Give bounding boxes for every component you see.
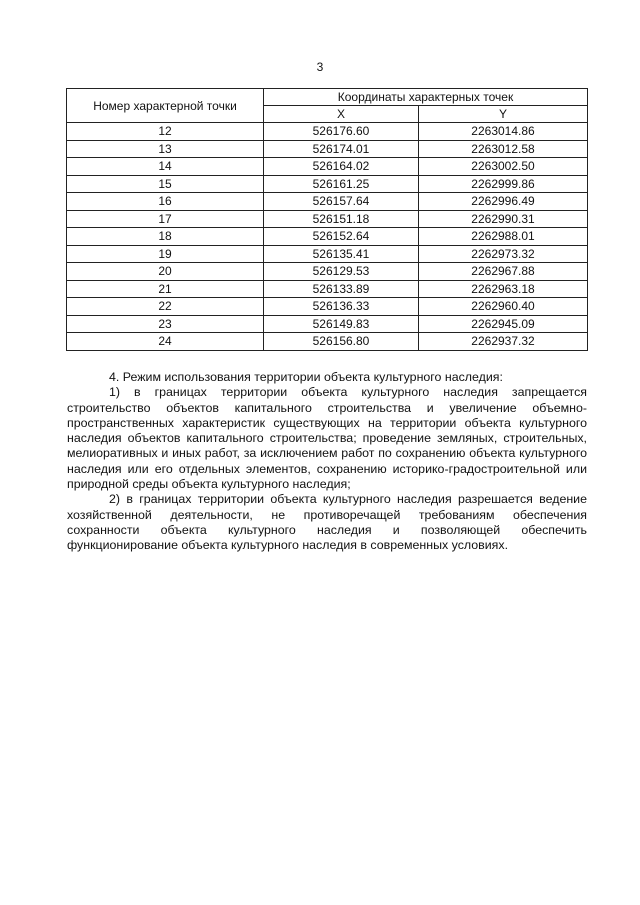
x-coordinate-cell: 526133.89 <box>264 280 419 298</box>
table-row <box>67 280 588 298</box>
point-number-cell: 24 <box>67 333 264 351</box>
x-coordinate-cell: 526156.80 <box>264 333 419 351</box>
table-row <box>67 315 588 333</box>
x-coordinate-cell: 526161.25 <box>264 175 419 193</box>
y-header: Y <box>419 106 588 123</box>
table-row <box>67 333 588 351</box>
y-coordinate-cell: 2262945.09 <box>419 315 588 333</box>
y-coordinate-cell: 2263002.50 <box>419 158 588 176</box>
y-coordinate-cell: 2263014.86 <box>419 123 588 141</box>
table-row <box>67 193 588 211</box>
x-header: X <box>264 106 419 123</box>
point-number-cell: 17 <box>67 210 264 228</box>
x-coordinate-cell: 526176.60 <box>264 123 419 141</box>
point-number-cell: 18 <box>67 228 264 246</box>
y-coordinate-cell: 2262937.32 <box>419 333 588 351</box>
point-number-cell: 23 <box>67 315 264 333</box>
table-row <box>67 210 588 228</box>
y-coordinate-cell: 2262973.32 <box>419 245 588 263</box>
section-item-2: 2) в границах территории объекта культурного наследия разрешается ведение хозяйственной деятельности, не противоречащей требованиям обеспечения сохранности объекта культурного наследия и позволяющей обеспечить функционирование объекта культурного наследия в современных условиях. <box>67 492 587 553</box>
y-coordinate-cell: 2262960.40 <box>419 298 588 316</box>
x-coordinate-cell: 526135.41 <box>264 245 419 263</box>
table-row <box>67 298 588 316</box>
y-coordinate-cell: 2262988.01 <box>419 228 588 246</box>
point-number-cell: 14 <box>67 158 264 176</box>
point-number-cell: 16 <box>67 193 264 211</box>
x-coordinate-cell: 526174.01 <box>264 140 419 158</box>
point-number-cell: 13 <box>67 140 264 158</box>
table-row <box>67 175 588 193</box>
table-row <box>67 123 588 141</box>
point-number-cell: 20 <box>67 263 264 281</box>
x-coordinate-cell: 526164.02 <box>264 158 419 176</box>
page-number: 3 <box>316 60 324 74</box>
x-coordinate-cell: 526136.33 <box>264 298 419 316</box>
y-coordinate-cell: 2262996.49 <box>419 193 588 211</box>
y-coordinate-cell: 2262990.31 <box>419 210 588 228</box>
regime-section <box>67 370 587 554</box>
x-coordinate-cell: 526151.18 <box>264 210 419 228</box>
point-number-cell: 22 <box>67 298 264 316</box>
point-number-cell: 12 <box>67 123 264 141</box>
point-number-cell: 21 <box>67 280 264 298</box>
x-coordinate-cell: 526149.83 <box>264 315 419 333</box>
y-coordinate-cell: 2263012.58 <box>419 140 588 158</box>
table-row <box>67 228 588 246</box>
x-coordinate-cell: 526152.64 <box>264 228 419 246</box>
x-coordinate-cell: 526129.53 <box>264 263 419 281</box>
table-row <box>67 263 588 281</box>
y-coordinate-cell: 2262999.86 <box>419 175 588 193</box>
table-row <box>67 158 588 176</box>
table-row <box>67 245 588 263</box>
coordinates-table <box>66 88 588 351</box>
section-item-1: 1) в границах территории объекта культурного наследия запрещается строительство объектов капитального строительства и увеличение объемно-пространственных характеристик существующих на территории объекта культурного наследия объектов капитального строительства; проведение земляных, строительных, мелиоративных и иных работ, за исключением работ по сохранению объекта культурного наследия или его отдельных элементов, сохранению историко-градостроительной или природной среды объекта культурного наследия; <box>67 385 587 492</box>
table-row <box>67 140 588 158</box>
point-number-header: Номер характерной точки <box>67 89 264 123</box>
y-coordinate-cell: 2262967.88 <box>419 263 588 281</box>
point-number-cell: 15 <box>67 175 264 193</box>
coordinates-header: Координаты характерных точек <box>264 89 588 106</box>
point-number-cell: 19 <box>67 245 264 263</box>
x-coordinate-cell: 526157.64 <box>264 193 419 211</box>
table-header-row <box>67 89 588 106</box>
section-heading: 4. Режим использования территории объекта культурного наследия: <box>109 370 503 384</box>
y-coordinate-cell: 2262963.18 <box>419 280 588 298</box>
